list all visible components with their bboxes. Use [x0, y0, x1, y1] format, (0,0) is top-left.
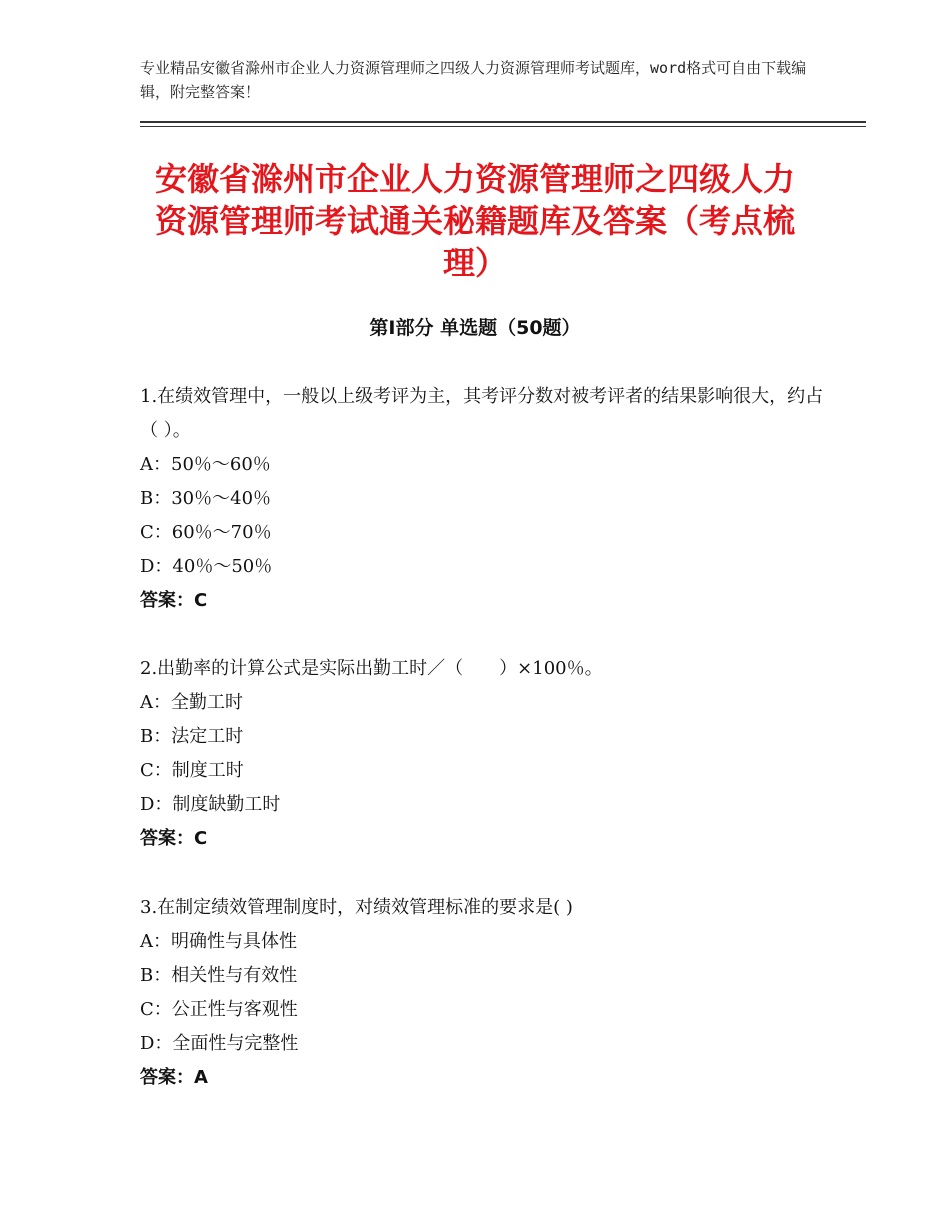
answer: 答案：C — [140, 828, 208, 849]
option-c: C：制度工时 — [140, 760, 244, 781]
header-divider-thin — [140, 126, 866, 127]
header-divider-thick — [140, 121, 866, 123]
document-title: 安徽省滁州市企业人力资源管理师之四级人力资源管理师考试通关秘籍题库及答案（考点梳理） — [154, 160, 795, 282]
answer: 答案：A — [140, 1067, 208, 1088]
option-d: D：全面性与完整性 — [140, 1033, 299, 1054]
option-a: A：明确性与具体性 — [140, 931, 297, 952]
option-d: D：40％～50％ — [140, 556, 273, 577]
question-2 — [140, 652, 840, 856]
option-b: B：法定工时 — [140, 726, 244, 747]
option-d: D：制度缺勤工时 — [140, 794, 281, 815]
option-c: C：60％～70％ — [140, 522, 272, 543]
section-heading: 第Ⅰ部分 单选题（50题） — [369, 317, 581, 339]
option-a: A：全勤工时 — [140, 692, 243, 713]
option-b: B：相关性与有效性 — [140, 965, 298, 986]
question-stem: 2.出勤率的计算公式是实际出勤工时／（ ）×100％。 — [140, 658, 603, 679]
question-1 — [140, 380, 840, 618]
question-stem: 3.在制定绩效管理制度时，对绩效管理标准的要求是( ) — [140, 897, 573, 918]
question-stem: 1.在绩效管理中，一般以上级考评为主，其考评分数对被考评者的结果影响很大，约占（ ）。 — [140, 386, 824, 441]
question-3 — [140, 891, 840, 1095]
option-b: B：30％～40％ — [140, 488, 272, 509]
answer: 答案：C — [140, 590, 208, 611]
option-a: A：50％～60％ — [140, 454, 271, 475]
option-c: C：公正性与客观性 — [140, 999, 298, 1020]
header-note: 专业精品安徽省滁州市企业人力资源管理师之四级人力资源管理师考试题库，word格式可自由下载编辑，附完整答案！ — [140, 59, 807, 101]
